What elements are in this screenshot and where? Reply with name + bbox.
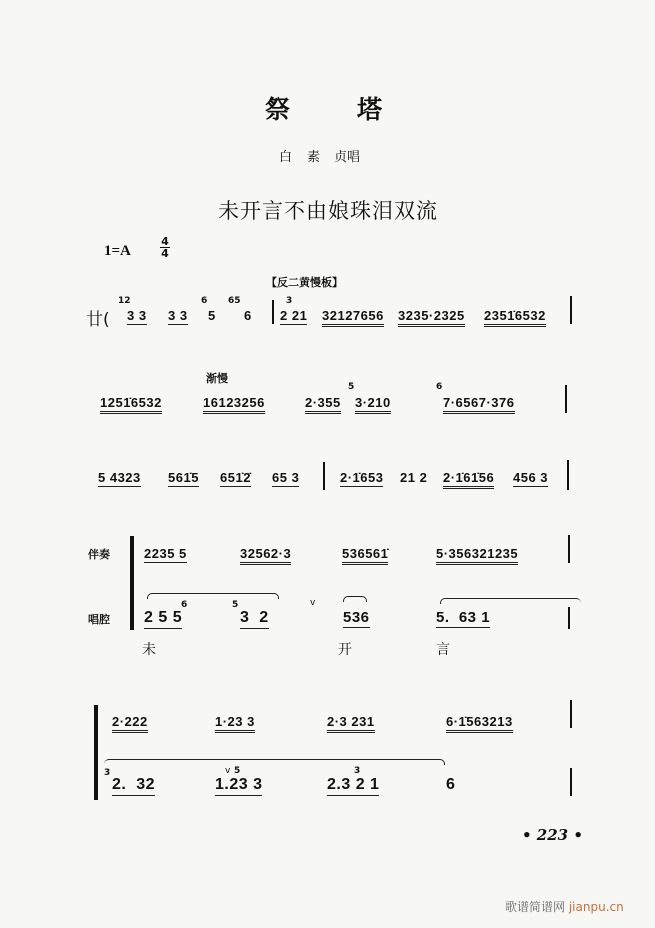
grace-note: 6	[181, 600, 188, 610]
vocal-measure: 3 2	[240, 609, 269, 629]
measure: 1251̇6532	[100, 395, 162, 414]
singer-char-3: 贞唱	[334, 150, 361, 165]
barline	[567, 460, 569, 490]
measure: 2·1̇61̇56	[443, 470, 494, 489]
measure: 2351̇6532	[484, 308, 546, 327]
system-bracket	[94, 705, 98, 800]
key-signature: 1=A	[104, 243, 131, 259]
barline	[565, 385, 567, 413]
lyric: 开	[338, 642, 352, 658]
accomp-measure: 2235 5	[144, 546, 187, 561]
barline	[272, 300, 274, 324]
vocal-measure: 2. 32	[112, 776, 155, 796]
breath-mark: v	[310, 598, 316, 608]
slur	[440, 598, 581, 604]
measure: 3235·2325	[398, 308, 465, 327]
grace-note: 6	[436, 382, 443, 392]
line-prefix: 廿(	[86, 310, 110, 330]
grace-note: 3	[354, 766, 361, 776]
title-char-2: 塔	[357, 95, 383, 124]
accomp-measure: 5·356321235	[436, 546, 518, 565]
accomp-measure: 6·1̇563213	[446, 714, 513, 733]
accomp-measure: 32562·3	[240, 546, 291, 565]
grace-note: 5	[232, 600, 239, 610]
measure: 2·355	[305, 395, 341, 414]
time-signature	[160, 236, 170, 259]
grace-note: 3	[286, 296, 293, 306]
accomp-measure: 536561̇	[342, 546, 388, 565]
vocal-measure: 536	[343, 609, 370, 626]
vocal-measure: 6	[446, 776, 456, 793]
watermark	[505, 898, 624, 915]
note: 6	[244, 308, 252, 323]
system-bracket	[130, 536, 134, 630]
measure: 7·6567·376	[443, 395, 515, 414]
accompaniment-label: 伴奏	[88, 548, 110, 561]
singer-char-2: 素	[307, 150, 321, 165]
grace-note: 5	[234, 766, 241, 776]
measure: 16123256	[203, 395, 265, 414]
grace-note: 6	[201, 296, 208, 306]
measure: 2·1̇653	[340, 470, 384, 485]
barline	[570, 296, 572, 324]
time-sig-top: 4	[161, 235, 169, 248]
measure: 3 3	[127, 308, 147, 323]
tempo-mark: 渐慢	[206, 372, 228, 385]
measure: 456 3	[513, 470, 549, 485]
grace-note: 12	[118, 296, 131, 306]
lyric: 言	[436, 642, 450, 658]
vocal-measure: 5. 63 1	[436, 609, 491, 626]
watermark-cn: 歌谱简谱网	[505, 900, 566, 914]
vocal-measure: 1.23 3	[215, 776, 262, 796]
accomp-measure: 2·3 231	[327, 714, 375, 733]
section-tag: 【反二黄慢板】	[266, 276, 343, 289]
time-sig-bottom: 4	[161, 247, 169, 260]
lyric: 未	[142, 642, 156, 658]
grace-note: 3	[104, 768, 111, 778]
slur	[104, 759, 445, 765]
measure: 2 21	[280, 308, 308, 323]
barline	[568, 607, 570, 629]
measure: 5 4323	[98, 470, 141, 485]
title-char-1: 祭	[265, 95, 291, 124]
measure: 32127656	[322, 308, 384, 327]
measure: 561̇5	[168, 470, 199, 485]
slur	[343, 596, 367, 602]
measure: 3·210	[355, 395, 391, 414]
aria-subtitle: 未开言不由娘珠泪双流	[218, 199, 438, 223]
measure: 3 3	[168, 308, 188, 323]
note: 5	[208, 308, 216, 323]
watermark-url: jianpu.cn	[568, 900, 624, 914]
vocal-label: 唱腔	[88, 613, 110, 626]
measure: 21 2	[400, 470, 428, 485]
vocal-measure: 2 5 5	[144, 609, 182, 629]
grace-note: 5	[348, 382, 355, 392]
grace-note: 65	[228, 296, 241, 306]
singer-char-1: 白	[279, 150, 293, 165]
barline	[568, 535, 570, 563]
accomp-measure: 1·23 3	[215, 714, 255, 733]
accomp-measure: 2·222	[112, 714, 148, 733]
vocal-measure: 2.3 2 1	[327, 776, 379, 796]
measure: 651̇2̇	[220, 470, 251, 485]
slur	[147, 593, 279, 599]
measure: 65 3	[272, 470, 300, 485]
page-number: • 223 •	[522, 826, 583, 844]
barline	[323, 462, 325, 490]
barline	[570, 700, 572, 728]
breath-mark: v	[225, 766, 231, 776]
barline	[570, 768, 572, 796]
